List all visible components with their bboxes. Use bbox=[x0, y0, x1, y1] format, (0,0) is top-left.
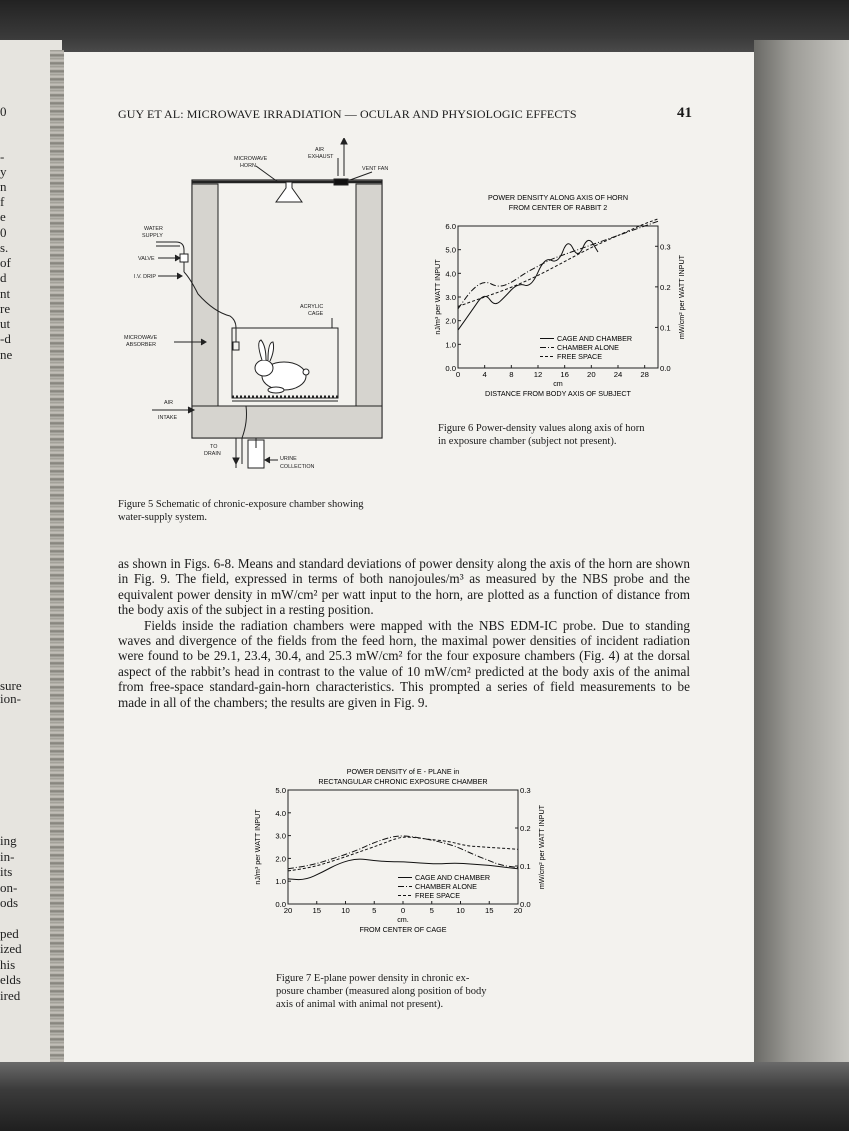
chart-title-line2: FROM CENTER OF RABBIT 2 bbox=[508, 203, 608, 212]
previous-page-fragment: ing bbox=[0, 833, 17, 848]
figure5-caption-line1: Figure 5 Schematic of chronic-exposure chamber showing bbox=[118, 499, 364, 510]
label-water: WATER bbox=[144, 226, 163, 232]
x-tick-label: 24 bbox=[613, 370, 623, 379]
y-tick-label: 0.0 bbox=[275, 900, 286, 909]
y-axis-label-right: mW/cm² per WATT INPUT bbox=[537, 804, 546, 890]
chamber-outer-wall bbox=[192, 180, 382, 438]
label-cage: CAGE bbox=[308, 311, 324, 317]
figure7-caption-line2: posure chamber (measured along position of body bbox=[276, 986, 487, 997]
y-tick-label: 1.0 bbox=[275, 877, 286, 887]
page-number: 41 bbox=[677, 105, 692, 121]
y-tick-label: 4.0 bbox=[275, 808, 286, 818]
previous-page-fragment: his bbox=[0, 957, 16, 972]
figure7-caption-line1: Figure 7 E-plane power density in chronic ex- bbox=[276, 973, 470, 984]
x-tick-label: 0 bbox=[400, 906, 406, 915]
y-right-tick-label: 0.2 bbox=[660, 282, 671, 292]
previous-page-fragment: sure bbox=[0, 678, 22, 693]
previous-page-fragment: ne bbox=[0, 347, 13, 362]
label-valve: VALVE bbox=[138, 256, 155, 262]
previous-page-fragment: e bbox=[0, 209, 6, 224]
label-collection: COLLECTION bbox=[280, 464, 315, 470]
running-head: GUY ET AL: MICROWAVE IRRADIATION — OCULAR AND PHYSIOLOGIC EFFECTS bbox=[118, 107, 577, 121]
valve-icon bbox=[180, 254, 188, 262]
body-paragraph-1: as shown in Figs. 6-8. Means and standard deviations of power density along the axis of the horn are shown in Fig. 9. The field, expressed in terms of both nanojoules/m³ as measured by the NBS probe and the equivalent power density in mW/cm² per watt input to the horn, are plotted as a function of distance from the body axis of the subject in a resting position. bbox=[118, 556, 690, 618]
legend-label: CHAMBER ALONE bbox=[557, 343, 619, 352]
previous-page-fragment: ods bbox=[0, 895, 19, 910]
legend-label: CAGE AND CHAMBER bbox=[415, 873, 491, 882]
y-right-tick-label: 0.0 bbox=[660, 364, 671, 373]
figure5-caption bbox=[118, 498, 428, 524]
label-drain: DRAIN bbox=[204, 451, 221, 457]
y-tick-label: 5.0 bbox=[445, 245, 456, 255]
x-tick-label: 0 bbox=[455, 370, 461, 379]
y-tick-label: 6.0 bbox=[445, 222, 456, 231]
label-to: TO bbox=[210, 444, 218, 450]
x-axis-label-line2: DISTANCE FROM BODY AXIS OF SUBJECT bbox=[485, 389, 631, 398]
label-microwave-absorber-1: MICROWAVE bbox=[124, 335, 158, 341]
y-tick-label: 5.0 bbox=[275, 786, 286, 795]
x-axis-label-line1: cm. bbox=[397, 915, 409, 924]
absorber-left bbox=[192, 184, 218, 406]
label-acrylic: ACRYLIC bbox=[300, 304, 324, 310]
x-axis-label-line1: cm bbox=[553, 379, 563, 388]
figure7-caption bbox=[276, 972, 536, 1011]
label-iv-drip: I.V. DRIP bbox=[134, 274, 156, 280]
previous-page-fragment: its bbox=[0, 864, 13, 879]
previous-page-fragment: 0 bbox=[0, 225, 7, 240]
series-line-free-space bbox=[288, 837, 518, 871]
series-line-free-space bbox=[458, 219, 658, 307]
y-axis-label-right: mW/cm² per WATT INPUT bbox=[677, 254, 686, 340]
previous-page-fragment: - bbox=[0, 149, 5, 164]
y-axis-label-left: nJ/m³ per WATT INPUT bbox=[253, 809, 262, 885]
y-right-tick-label: 0.2 bbox=[520, 824, 531, 833]
legend-label: CAGE AND CHAMBER bbox=[557, 334, 633, 343]
body-text bbox=[118, 556, 690, 710]
x-tick-label: 15 bbox=[484, 906, 494, 915]
previous-page-fragment: n bbox=[0, 179, 7, 194]
x-tick-label: 10 bbox=[456, 906, 465, 915]
y-tick-label: 0.0 bbox=[445, 364, 456, 373]
previous-page-fragment: y bbox=[0, 164, 7, 179]
x-tick-label: 20 bbox=[587, 370, 596, 379]
y-tick-label: 2.0 bbox=[445, 316, 456, 326]
x-axis-label-line2: FROM CENTER OF CAGE bbox=[359, 925, 447, 934]
x-tick-label: 20 bbox=[513, 906, 523, 915]
y-tick-label: 4.0 bbox=[445, 269, 456, 279]
previous-page-fragment: in- bbox=[0, 849, 15, 864]
y-axis-label-left: nJ/m³ per WATT INPUT bbox=[433, 259, 442, 335]
previous-page-fragment: on- bbox=[0, 880, 18, 895]
scan-dark-border-bottom bbox=[0, 1062, 849, 1131]
label-horn: HORN bbox=[240, 163, 256, 169]
previous-page-fragment: of bbox=[0, 255, 11, 270]
y-tick-label: 3.0 bbox=[275, 831, 286, 841]
absorber-right bbox=[356, 184, 382, 406]
previous-page-fragment: 0 bbox=[0, 104, 7, 119]
scan-right-edge bbox=[754, 40, 849, 1080]
x-tick-label: 20 bbox=[283, 906, 293, 915]
y-tick-label: 3.0 bbox=[445, 293, 456, 302]
figure6-chart bbox=[418, 188, 708, 408]
figure6-caption-line2: in exposure chamber (subject not present). bbox=[438, 436, 617, 447]
label-intake: INTAKE bbox=[158, 415, 178, 421]
previous-page-fragment: elds bbox=[0, 972, 21, 987]
previous-page-fragment: ized bbox=[0, 941, 22, 956]
previous-page-fragment: re bbox=[0, 301, 11, 316]
vent-fan-icon bbox=[334, 179, 348, 185]
label-air-intake-1: AIR bbox=[164, 400, 173, 406]
figure6-caption bbox=[438, 422, 708, 448]
figure7-caption-line3: axis of animal with animal not present). bbox=[276, 999, 444, 1010]
absorber-floor bbox=[192, 406, 382, 438]
label-urine: URINE bbox=[280, 456, 297, 462]
previous-page-fragment: f bbox=[0, 194, 5, 209]
figure7-chart bbox=[248, 762, 568, 954]
y-tick-label: 1.0 bbox=[445, 340, 456, 350]
previous-page-fragment: -d bbox=[0, 331, 11, 346]
x-tick-label: 12 bbox=[533, 370, 543, 379]
y-right-tick-label: 0.1 bbox=[660, 323, 671, 333]
previous-page-fragment: d bbox=[0, 270, 7, 285]
figure5-caption-line2: water-supply system. bbox=[118, 512, 208, 523]
label-vent-fan: VENT FAN bbox=[362, 166, 389, 172]
body-paragraph-2: Fields inside the radiation chambers were mapped with the NBS EDM-IC probe. Due to standing waves and divergence of the fields from the feed horn, the maximal power densities of incident radiation were found to be 29.1, 23.4, 30.4, and 25.3 mW/cm² for the four exposure chambers (Fig. 4) at the dorsal aspect of the rabbit’s head in contrast to the value of 10 mW/cm² predicted at the body axis of the animal from free-space standard-gain-horn characteristics. This prompted a series of field measurements to be made in all of the chambers; the results are given in Fig. 9. bbox=[118, 617, 690, 710]
book-binding bbox=[50, 50, 64, 1070]
x-tick-label: 4 bbox=[482, 370, 487, 379]
x-tick-label: 5 bbox=[429, 906, 434, 915]
label-absorber: ABSORBER bbox=[126, 342, 156, 348]
x-tick-label: 10 bbox=[341, 906, 350, 915]
previous-page-fragment: ion- bbox=[0, 691, 21, 706]
microwave-horn-icon bbox=[276, 182, 302, 202]
label-air: AIR bbox=[315, 147, 324, 153]
label-supply: SUPPLY bbox=[142, 233, 163, 239]
x-tick-label: 8 bbox=[509, 370, 514, 379]
label-exhaust: EXHAUST bbox=[308, 154, 334, 160]
previous-page-fragment: nt bbox=[0, 286, 11, 301]
label-microwave: MICROWAVE bbox=[234, 156, 268, 162]
legend-label: FREE SPACE bbox=[557, 352, 602, 361]
previous-page-fragment: ired bbox=[0, 988, 21, 1003]
y-tick-label: 2.0 bbox=[275, 854, 286, 864]
x-tick-label: 5 bbox=[372, 906, 377, 915]
y-right-tick-label: 0.3 bbox=[520, 786, 531, 795]
legend-label: CHAMBER ALONE bbox=[415, 882, 477, 891]
previous-page-fragment: s. bbox=[0, 240, 9, 255]
chart-title-line1: POWER DENSITY of E - PLANE in bbox=[346, 767, 460, 776]
y-right-tick-label: 0.0 bbox=[520, 900, 531, 909]
y-right-tick-label: 0.1 bbox=[520, 862, 531, 871]
x-tick-label: 15 bbox=[312, 906, 322, 915]
series-line-cage-and-chamber bbox=[458, 240, 598, 330]
previous-page-fragment: ped bbox=[0, 926, 19, 941]
y-right-tick-label: 0.3 bbox=[660, 242, 671, 252]
x-tick-label: 28 bbox=[640, 370, 649, 379]
chart-title-line2: RECTANGULAR CHRONIC EXPOSURE CHAMBER bbox=[318, 777, 488, 786]
figure6-caption-line1: Figure 6 Power-density values along axis of horn bbox=[438, 423, 645, 434]
previous-page-fragment: ut bbox=[0, 316, 11, 331]
chart-title-line1: POWER DENSITY ALONG AXIS OF HORN bbox=[487, 193, 629, 202]
x-tick-label: 16 bbox=[560, 370, 569, 379]
figure5-schematic bbox=[118, 138, 418, 478]
legend-label: FREE SPACE bbox=[415, 891, 460, 900]
